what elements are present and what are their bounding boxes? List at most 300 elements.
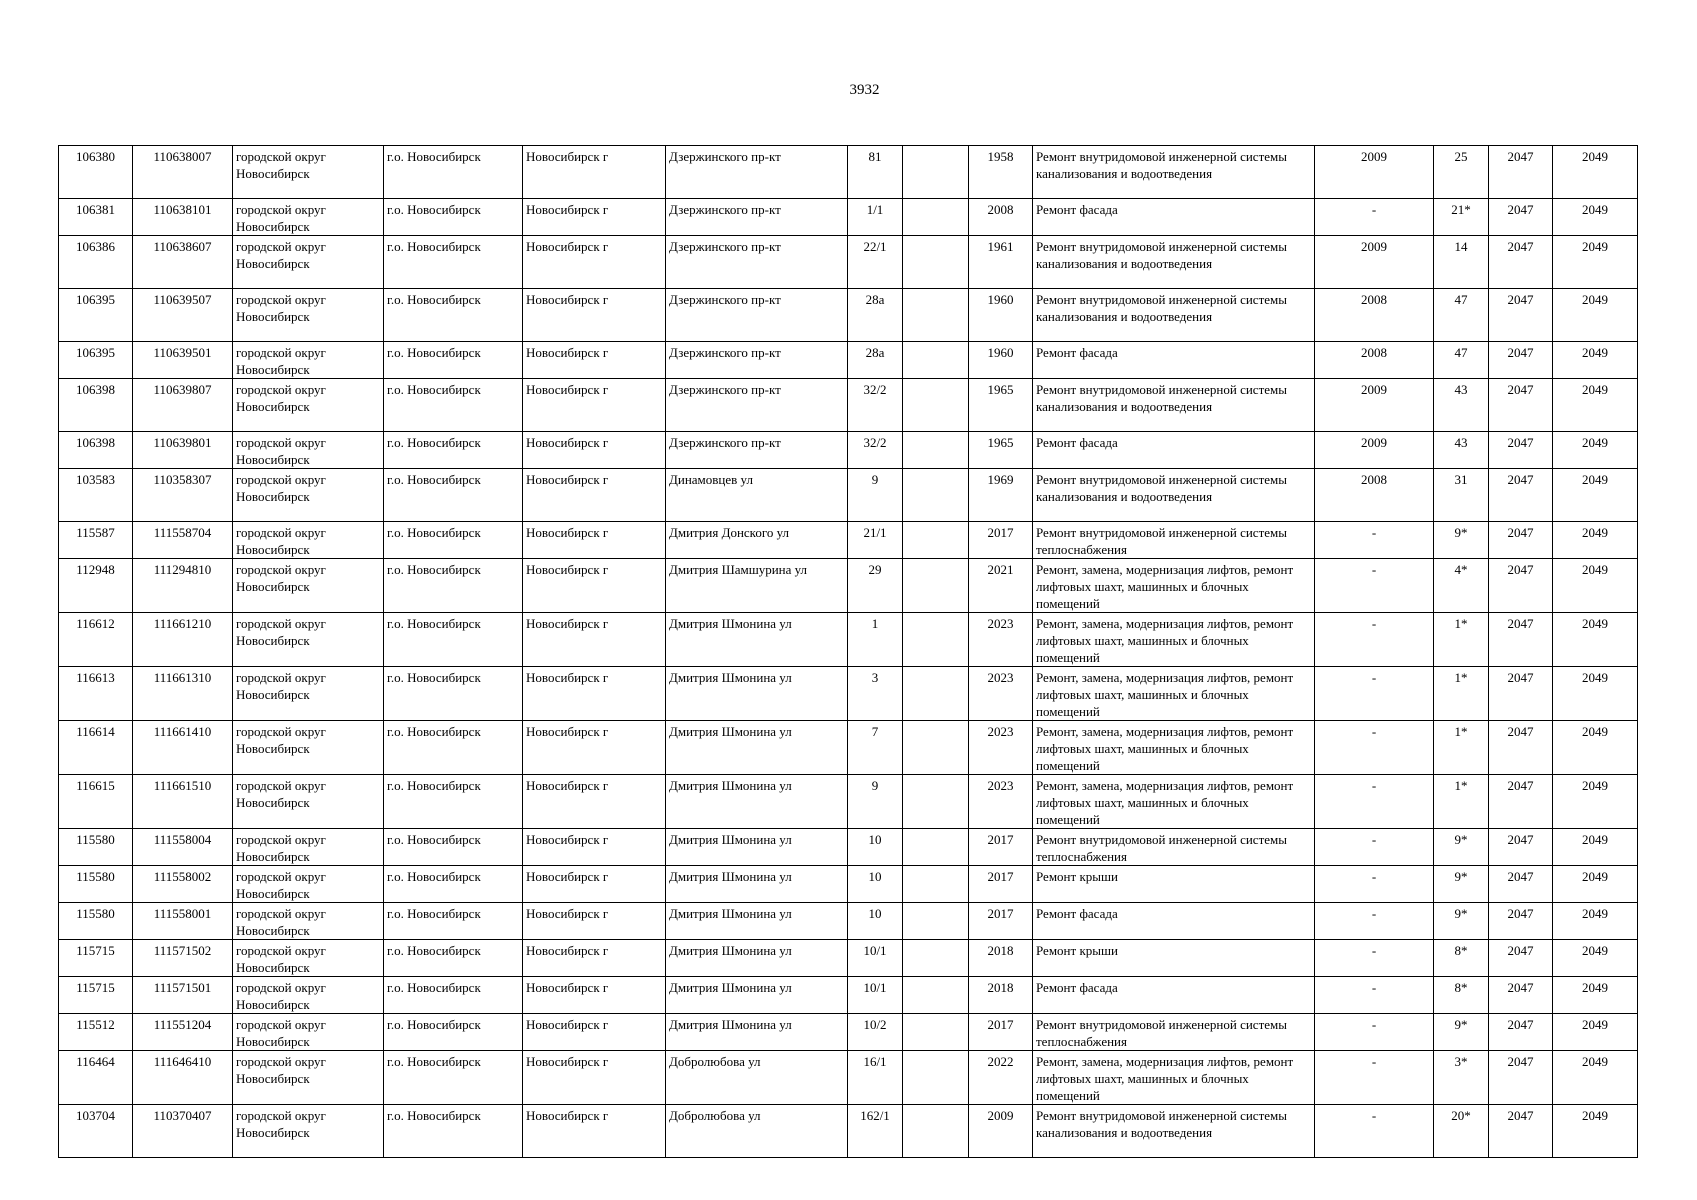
cell-wear-percent: 9* bbox=[1434, 866, 1489, 903]
cell-municipality: городской округ Новосибирск bbox=[233, 613, 384, 667]
table-row bbox=[59, 146, 1638, 199]
cell-record-id: 110638607 bbox=[133, 236, 233, 289]
cell-plan-start-year: 2047 bbox=[1489, 1051, 1553, 1105]
table-row bbox=[59, 236, 1638, 289]
cell-house-number: 10 bbox=[848, 829, 903, 866]
cell-work-type: Ремонт фасада bbox=[1033, 432, 1315, 469]
cell-district: г.о. Новосибирск bbox=[384, 342, 523, 379]
cell-last-repair-year: - bbox=[1315, 199, 1434, 236]
cell-building-letter bbox=[903, 1014, 969, 1051]
cell-district: г.о. Новосибирск bbox=[384, 940, 523, 977]
cell-build-year: 1965 bbox=[969, 379, 1033, 432]
cell-last-repair-year: 2009 bbox=[1315, 379, 1434, 432]
cell-build-year: 1969 bbox=[969, 469, 1033, 522]
cell-last-repair-year: - bbox=[1315, 866, 1434, 903]
cell-record-id: 110358307 bbox=[133, 469, 233, 522]
cell-row-id: 115580 bbox=[59, 866, 133, 903]
cell-house-number: 3 bbox=[848, 667, 903, 721]
table-row bbox=[59, 289, 1638, 342]
cell-build-year: 1960 bbox=[969, 289, 1033, 342]
cell-street: Дзержинского пр-кт bbox=[666, 289, 848, 342]
cell-build-year: 2023 bbox=[969, 775, 1033, 829]
cell-work-type: Ремонт, замена, модернизация лифтов, ремонт лифтовых шахт, машинных и блочных помещений bbox=[1033, 559, 1315, 613]
cell-record-id: 111558001 bbox=[133, 903, 233, 940]
cell-street: Дзержинского пр-кт bbox=[666, 379, 848, 432]
cell-district: г.о. Новосибирск bbox=[384, 1105, 523, 1158]
cell-settlement: Новосибирск г bbox=[523, 613, 666, 667]
cell-district: г.о. Новосибирск bbox=[384, 829, 523, 866]
cell-last-repair-year: - bbox=[1315, 1014, 1434, 1051]
cell-district: г.о. Новосибирск bbox=[384, 977, 523, 1014]
cell-building-letter bbox=[903, 977, 969, 1014]
cell-row-id: 116615 bbox=[59, 775, 133, 829]
cell-build-year: 2018 bbox=[969, 940, 1033, 977]
cell-municipality: городской округ Новосибирск bbox=[233, 1051, 384, 1105]
cell-build-year: 2021 bbox=[969, 559, 1033, 613]
cell-last-repair-year: - bbox=[1315, 721, 1434, 775]
cell-district: г.о. Новосибирск bbox=[384, 866, 523, 903]
cell-building-letter bbox=[903, 613, 969, 667]
cell-building-letter bbox=[903, 379, 969, 432]
cell-municipality: городской округ Новосибирск bbox=[233, 432, 384, 469]
cell-plan-start-year: 2047 bbox=[1489, 829, 1553, 866]
cell-record-id: 111646410 bbox=[133, 1051, 233, 1105]
cell-municipality: городской округ Новосибирск bbox=[233, 199, 384, 236]
cell-district: г.о. Новосибирск bbox=[384, 199, 523, 236]
cell-house-number: 1/1 bbox=[848, 199, 903, 236]
cell-plan-start-year: 2047 bbox=[1489, 775, 1553, 829]
cell-build-year: 2017 bbox=[969, 522, 1033, 559]
cell-plan-start-year: 2047 bbox=[1489, 199, 1553, 236]
cell-last-repair-year: - bbox=[1315, 613, 1434, 667]
cell-settlement: Новосибирск г bbox=[523, 1014, 666, 1051]
cell-plan-start-year: 2047 bbox=[1489, 903, 1553, 940]
cell-plan-start-year: 2047 bbox=[1489, 721, 1553, 775]
cell-plan-end-year: 2049 bbox=[1553, 146, 1638, 199]
cell-settlement: Новосибирск г bbox=[523, 236, 666, 289]
cell-record-id: 110639507 bbox=[133, 289, 233, 342]
cell-building-letter bbox=[903, 775, 969, 829]
cell-record-id: 111294810 bbox=[133, 559, 233, 613]
cell-settlement: Новосибирск г bbox=[523, 1105, 666, 1158]
cell-house-number: 28а bbox=[848, 289, 903, 342]
table-row bbox=[59, 559, 1638, 613]
cell-work-type: Ремонт внутридомовой инженерной системы канализования и водоотведения bbox=[1033, 146, 1315, 199]
cell-plan-start-year: 2047 bbox=[1489, 667, 1553, 721]
cell-plan-end-year: 2049 bbox=[1553, 1051, 1638, 1105]
cell-row-id: 106395 bbox=[59, 289, 133, 342]
cell-build-year: 2017 bbox=[969, 829, 1033, 866]
cell-plan-start-year: 2047 bbox=[1489, 940, 1553, 977]
cell-municipality: городской округ Новосибирск bbox=[233, 1014, 384, 1051]
cell-settlement: Новосибирск г bbox=[523, 199, 666, 236]
cell-wear-percent: 3* bbox=[1434, 1051, 1489, 1105]
cell-plan-start-year: 2047 bbox=[1489, 1105, 1553, 1158]
cell-district: г.о. Новосибирск bbox=[384, 146, 523, 199]
cell-street: Дзержинского пр-кт bbox=[666, 342, 848, 379]
cell-settlement: Новосибирск г bbox=[523, 775, 666, 829]
cell-work-type: Ремонт внутридомовой инженерной системы канализования и водоотведения bbox=[1033, 1105, 1315, 1158]
cell-district: г.о. Новосибирск bbox=[384, 289, 523, 342]
cell-settlement: Новосибирск г bbox=[523, 866, 666, 903]
cell-build-year: 2008 bbox=[969, 199, 1033, 236]
cell-plan-end-year: 2049 bbox=[1553, 721, 1638, 775]
cell-record-id: 110639807 bbox=[133, 379, 233, 432]
table-row bbox=[59, 940, 1638, 977]
cell-settlement: Новосибирск г bbox=[523, 289, 666, 342]
cell-municipality: городской округ Новосибирск bbox=[233, 775, 384, 829]
table-row bbox=[59, 469, 1638, 522]
cell-street: Добролюбова ул bbox=[666, 1105, 848, 1158]
cell-district: г.о. Новосибирск bbox=[384, 613, 523, 667]
cell-plan-end-year: 2049 bbox=[1553, 903, 1638, 940]
cell-street: Дмитрия Шмонина ул bbox=[666, 775, 848, 829]
cell-street: Дмитрия Шмонина ул bbox=[666, 829, 848, 866]
cell-plan-end-year: 2049 bbox=[1553, 977, 1638, 1014]
cell-house-number: 81 bbox=[848, 146, 903, 199]
cell-building-letter bbox=[903, 829, 969, 866]
cell-last-repair-year: - bbox=[1315, 559, 1434, 613]
cell-building-letter bbox=[903, 199, 969, 236]
cell-district: г.о. Новосибирск bbox=[384, 469, 523, 522]
cell-last-repair-year: 2009 bbox=[1315, 432, 1434, 469]
cell-build-year: 1958 bbox=[969, 146, 1033, 199]
cell-wear-percent: 8* bbox=[1434, 940, 1489, 977]
cell-wear-percent: 9* bbox=[1434, 903, 1489, 940]
cell-street: Дзержинского пр-кт bbox=[666, 146, 848, 199]
cell-plan-start-year: 2047 bbox=[1489, 469, 1553, 522]
cell-work-type: Ремонт фасада bbox=[1033, 199, 1315, 236]
cell-work-type: Ремонт внутридомовой инженерной системы канализования и водоотведения bbox=[1033, 236, 1315, 289]
cell-house-number: 21/1 bbox=[848, 522, 903, 559]
cell-street: Дмитрия Шмонина ул bbox=[666, 613, 848, 667]
cell-building-letter bbox=[903, 522, 969, 559]
cell-record-id: 110639801 bbox=[133, 432, 233, 469]
cell-building-letter bbox=[903, 1105, 969, 1158]
cell-district: г.о. Новосибирск bbox=[384, 1014, 523, 1051]
cell-municipality: городской округ Новосибирск bbox=[233, 829, 384, 866]
cell-plan-start-year: 2047 bbox=[1489, 289, 1553, 342]
cell-last-repair-year: - bbox=[1315, 1105, 1434, 1158]
cell-plan-end-year: 2049 bbox=[1553, 775, 1638, 829]
cell-record-id: 111661410 bbox=[133, 721, 233, 775]
cell-work-type: Ремонт внутридомовой инженерной системы теплоснабжения bbox=[1033, 1014, 1315, 1051]
cell-house-number: 10/1 bbox=[848, 977, 903, 1014]
cell-house-number: 32/2 bbox=[848, 432, 903, 469]
cell-street: Дмитрия Донского ул bbox=[666, 522, 848, 559]
cell-municipality: городской округ Новосибирск bbox=[233, 940, 384, 977]
cell-building-letter bbox=[903, 432, 969, 469]
table-row bbox=[59, 775, 1638, 829]
table-row bbox=[59, 903, 1638, 940]
cell-municipality: городской округ Новосибирск bbox=[233, 977, 384, 1014]
cell-plan-end-year: 2049 bbox=[1553, 1105, 1638, 1158]
cell-building-letter bbox=[903, 559, 969, 613]
cell-district: г.о. Новосибирск bbox=[384, 432, 523, 469]
cell-street: Дзержинского пр-кт bbox=[666, 199, 848, 236]
cell-plan-start-year: 2047 bbox=[1489, 432, 1553, 469]
cell-build-year: 1960 bbox=[969, 342, 1033, 379]
cell-plan-end-year: 2049 bbox=[1553, 522, 1638, 559]
table-row bbox=[59, 342, 1638, 379]
cell-build-year: 2023 bbox=[969, 721, 1033, 775]
cell-record-id: 111551204 bbox=[133, 1014, 233, 1051]
cell-settlement: Новосибирск г bbox=[523, 903, 666, 940]
cell-record-id: 111558704 bbox=[133, 522, 233, 559]
cell-wear-percent: 9* bbox=[1434, 522, 1489, 559]
cell-plan-end-year: 2049 bbox=[1553, 199, 1638, 236]
cell-street: Дмитрия Шмонина ул bbox=[666, 721, 848, 775]
cell-street: Добролюбова ул bbox=[666, 1051, 848, 1105]
cell-build-year: 2017 bbox=[969, 866, 1033, 903]
cell-wear-percent: 14 bbox=[1434, 236, 1489, 289]
cell-settlement: Новосибирск г bbox=[523, 469, 666, 522]
cell-last-repair-year: - bbox=[1315, 977, 1434, 1014]
cell-plan-start-year: 2047 bbox=[1489, 866, 1553, 903]
cell-district: г.о. Новосибирск bbox=[384, 775, 523, 829]
cell-street: Дзержинского пр-кт bbox=[666, 432, 848, 469]
cell-plan-start-year: 2047 bbox=[1489, 146, 1553, 199]
cell-house-number: 162/1 bbox=[848, 1105, 903, 1158]
cell-record-id: 111558002 bbox=[133, 866, 233, 903]
cell-build-year: 2023 bbox=[969, 613, 1033, 667]
cell-wear-percent: 20* bbox=[1434, 1105, 1489, 1158]
cell-municipality: городской округ Новосибирск bbox=[233, 667, 384, 721]
cell-row-id: 116464 bbox=[59, 1051, 133, 1105]
cell-row-id: 115512 bbox=[59, 1014, 133, 1051]
cell-municipality: городской округ Новосибирск bbox=[233, 289, 384, 342]
cell-last-repair-year: - bbox=[1315, 829, 1434, 866]
cell-wear-percent: 47 bbox=[1434, 289, 1489, 342]
cell-row-id: 116614 bbox=[59, 721, 133, 775]
table-row bbox=[59, 721, 1638, 775]
cell-street: Дмитрия Шмонина ул bbox=[666, 866, 848, 903]
cell-work-type: Ремонт внутридомовой инженерной системы канализования и водоотведения bbox=[1033, 289, 1315, 342]
cell-last-repair-year: - bbox=[1315, 667, 1434, 721]
cell-plan-end-year: 2049 bbox=[1553, 236, 1638, 289]
cell-settlement: Новосибирск г bbox=[523, 432, 666, 469]
cell-record-id: 110370407 bbox=[133, 1105, 233, 1158]
cell-settlement: Новосибирск г bbox=[523, 721, 666, 775]
cell-plan-start-year: 2047 bbox=[1489, 342, 1553, 379]
cell-plan-start-year: 2047 bbox=[1489, 522, 1553, 559]
cell-work-type: Ремонт внутридомовой инженерной системы канализования и водоотведения bbox=[1033, 469, 1315, 522]
table-row bbox=[59, 522, 1638, 559]
cell-municipality: городской округ Новосибирск bbox=[233, 866, 384, 903]
cell-building-letter bbox=[903, 469, 969, 522]
cell-row-id: 106395 bbox=[59, 342, 133, 379]
cell-record-id: 111558004 bbox=[133, 829, 233, 866]
cell-plan-end-year: 2049 bbox=[1553, 432, 1638, 469]
cell-building-letter bbox=[903, 236, 969, 289]
cell-street: Дмитрия Шмонина ул bbox=[666, 1014, 848, 1051]
cell-record-id: 111661210 bbox=[133, 613, 233, 667]
cell-district: г.о. Новосибирск bbox=[384, 903, 523, 940]
cell-build-year: 1961 bbox=[969, 236, 1033, 289]
table-row bbox=[59, 1014, 1638, 1051]
cell-work-type: Ремонт, замена, модернизация лифтов, ремонт лифтовых шахт, машинных и блочных помещений bbox=[1033, 721, 1315, 775]
cell-wear-percent: 47 bbox=[1434, 342, 1489, 379]
cell-street: Дмитрия Шамшурина ул bbox=[666, 559, 848, 613]
cell-plan-end-year: 2049 bbox=[1553, 559, 1638, 613]
registry-table bbox=[58, 145, 1638, 1158]
cell-plan-start-year: 2047 bbox=[1489, 559, 1553, 613]
cell-build-year: 2017 bbox=[969, 903, 1033, 940]
cell-row-id: 115587 bbox=[59, 522, 133, 559]
cell-building-letter bbox=[903, 146, 969, 199]
cell-building-letter bbox=[903, 903, 969, 940]
cell-municipality: городской округ Новосибирск bbox=[233, 721, 384, 775]
cell-street: Дзержинского пр-кт bbox=[666, 236, 848, 289]
cell-record-id: 111571501 bbox=[133, 977, 233, 1014]
cell-plan-end-year: 2049 bbox=[1553, 379, 1638, 432]
cell-settlement: Новосибирск г bbox=[523, 829, 666, 866]
cell-build-year: 1965 bbox=[969, 432, 1033, 469]
cell-house-number: 1 bbox=[848, 613, 903, 667]
table-row bbox=[59, 432, 1638, 469]
cell-plan-end-year: 2049 bbox=[1553, 469, 1638, 522]
cell-settlement: Новосибирск г bbox=[523, 146, 666, 199]
cell-settlement: Новосибирск г bbox=[523, 977, 666, 1014]
cell-house-number: 7 bbox=[848, 721, 903, 775]
cell-building-letter bbox=[903, 940, 969, 977]
cell-plan-start-year: 2047 bbox=[1489, 379, 1553, 432]
cell-district: г.о. Новосибирск bbox=[384, 559, 523, 613]
cell-wear-percent: 25 bbox=[1434, 146, 1489, 199]
cell-last-repair-year: - bbox=[1315, 903, 1434, 940]
cell-street: Дмитрия Шмонина ул bbox=[666, 903, 848, 940]
cell-work-type: Ремонт фасада bbox=[1033, 977, 1315, 1014]
cell-plan-start-year: 2047 bbox=[1489, 977, 1553, 1014]
cell-district: г.о. Новосибирск bbox=[384, 379, 523, 432]
cell-building-letter bbox=[903, 342, 969, 379]
cell-work-type: Ремонт внутридомовой инженерной системы канализования и водоотведения bbox=[1033, 379, 1315, 432]
cell-plan-start-year: 2047 bbox=[1489, 236, 1553, 289]
cell-house-number: 28а bbox=[848, 342, 903, 379]
cell-house-number: 22/1 bbox=[848, 236, 903, 289]
cell-record-id: 111661310 bbox=[133, 667, 233, 721]
cell-row-id: 116613 bbox=[59, 667, 133, 721]
cell-last-repair-year: - bbox=[1315, 522, 1434, 559]
cell-plan-end-year: 2049 bbox=[1553, 613, 1638, 667]
cell-municipality: городской округ Новосибирск bbox=[233, 1105, 384, 1158]
cell-work-type: Ремонт крыши bbox=[1033, 940, 1315, 977]
cell-settlement: Новосибирск г bbox=[523, 940, 666, 977]
cell-house-number: 9 bbox=[848, 469, 903, 522]
table-row bbox=[59, 1105, 1638, 1158]
cell-last-repair-year: 2009 bbox=[1315, 236, 1434, 289]
cell-street: Динамовцев ул bbox=[666, 469, 848, 522]
cell-district: г.о. Новосибирск bbox=[384, 236, 523, 289]
cell-row-id: 115715 bbox=[59, 977, 133, 1014]
cell-last-repair-year: 2008 bbox=[1315, 342, 1434, 379]
cell-row-id: 106398 bbox=[59, 432, 133, 469]
cell-row-id: 106380 bbox=[59, 146, 133, 199]
cell-house-number: 10 bbox=[848, 903, 903, 940]
cell-wear-percent: 1* bbox=[1434, 667, 1489, 721]
cell-last-repair-year: - bbox=[1315, 775, 1434, 829]
cell-municipality: городской округ Новосибирск bbox=[233, 342, 384, 379]
cell-row-id: 103704 bbox=[59, 1105, 133, 1158]
cell-settlement: Новосибирск г bbox=[523, 379, 666, 432]
cell-last-repair-year: 2008 bbox=[1315, 289, 1434, 342]
cell-street: Дмитрия Шмонина ул bbox=[666, 667, 848, 721]
cell-record-id: 110639501 bbox=[133, 342, 233, 379]
cell-settlement: Новосибирск г bbox=[523, 1051, 666, 1105]
cell-work-type: Ремонт, замена, модернизация лифтов, ремонт лифтовых шахт, машинных и блочных помещений bbox=[1033, 613, 1315, 667]
cell-work-type: Ремонт фасада bbox=[1033, 903, 1315, 940]
cell-plan-end-year: 2049 bbox=[1553, 1014, 1638, 1051]
cell-plan-end-year: 2049 bbox=[1553, 289, 1638, 342]
cell-build-year: 2017 bbox=[969, 1014, 1033, 1051]
cell-building-letter bbox=[903, 721, 969, 775]
table-row bbox=[59, 379, 1638, 432]
cell-district: г.о. Новосибирск bbox=[384, 667, 523, 721]
cell-wear-percent: 1* bbox=[1434, 613, 1489, 667]
cell-building-letter bbox=[903, 667, 969, 721]
cell-record-id: 110638007 bbox=[133, 146, 233, 199]
cell-wear-percent: 21* bbox=[1434, 199, 1489, 236]
table-row bbox=[59, 613, 1638, 667]
cell-row-id: 115715 bbox=[59, 940, 133, 977]
cell-wear-percent: 4* bbox=[1434, 559, 1489, 613]
cell-row-id: 106381 bbox=[59, 199, 133, 236]
cell-municipality: городской округ Новосибирск bbox=[233, 559, 384, 613]
cell-last-repair-year: - bbox=[1315, 1051, 1434, 1105]
cell-build-year: 2022 bbox=[969, 1051, 1033, 1105]
cell-work-type: Ремонт, замена, модернизация лифтов, ремонт лифтовых шахт, машинных и блочных помещений bbox=[1033, 667, 1315, 721]
cell-work-type: Ремонт фасада bbox=[1033, 342, 1315, 379]
cell-district: г.о. Новосибирск bbox=[384, 522, 523, 559]
cell-wear-percent: 43 bbox=[1434, 432, 1489, 469]
cell-last-repair-year: 2008 bbox=[1315, 469, 1434, 522]
cell-work-type: Ремонт крыши bbox=[1033, 866, 1315, 903]
registry-table-body bbox=[59, 146, 1638, 1158]
cell-building-letter bbox=[903, 289, 969, 342]
cell-house-number: 10/2 bbox=[848, 1014, 903, 1051]
cell-street: Дмитрия Шмонина ул bbox=[666, 977, 848, 1014]
cell-build-year: 2018 bbox=[969, 977, 1033, 1014]
cell-work-type: Ремонт внутридомовой инженерной системы теплоснабжения bbox=[1033, 522, 1315, 559]
cell-house-number: 29 bbox=[848, 559, 903, 613]
cell-settlement: Новосибирск г bbox=[523, 667, 666, 721]
cell-last-repair-year: 2009 bbox=[1315, 146, 1434, 199]
cell-wear-percent: 31 bbox=[1434, 469, 1489, 522]
cell-record-id: 111571502 bbox=[133, 940, 233, 977]
cell-work-type: Ремонт, замена, модернизация лифтов, ремонт лифтовых шахт, машинных и блочных помещений bbox=[1033, 775, 1315, 829]
cell-record-id: 111661510 bbox=[133, 775, 233, 829]
table-row bbox=[59, 977, 1638, 1014]
cell-wear-percent: 9* bbox=[1434, 829, 1489, 866]
cell-settlement: Новосибирск г bbox=[523, 342, 666, 379]
cell-municipality: городской округ Новосибирск bbox=[233, 903, 384, 940]
cell-record-id: 110638101 bbox=[133, 199, 233, 236]
cell-house-number: 9 bbox=[848, 775, 903, 829]
cell-plan-end-year: 2049 bbox=[1553, 940, 1638, 977]
cell-plan-start-year: 2047 bbox=[1489, 1014, 1553, 1051]
cell-building-letter bbox=[903, 1051, 969, 1105]
table-row bbox=[59, 829, 1638, 866]
cell-build-year: 2009 bbox=[969, 1105, 1033, 1158]
cell-plan-end-year: 2049 bbox=[1553, 866, 1638, 903]
cell-house-number: 10/1 bbox=[848, 940, 903, 977]
cell-plan-end-year: 2049 bbox=[1553, 667, 1638, 721]
cell-settlement: Новосибирск г bbox=[523, 522, 666, 559]
cell-last-repair-year: - bbox=[1315, 940, 1434, 977]
cell-plan-start-year: 2047 bbox=[1489, 613, 1553, 667]
cell-row-id: 106386 bbox=[59, 236, 133, 289]
cell-house-number: 32/2 bbox=[848, 379, 903, 432]
